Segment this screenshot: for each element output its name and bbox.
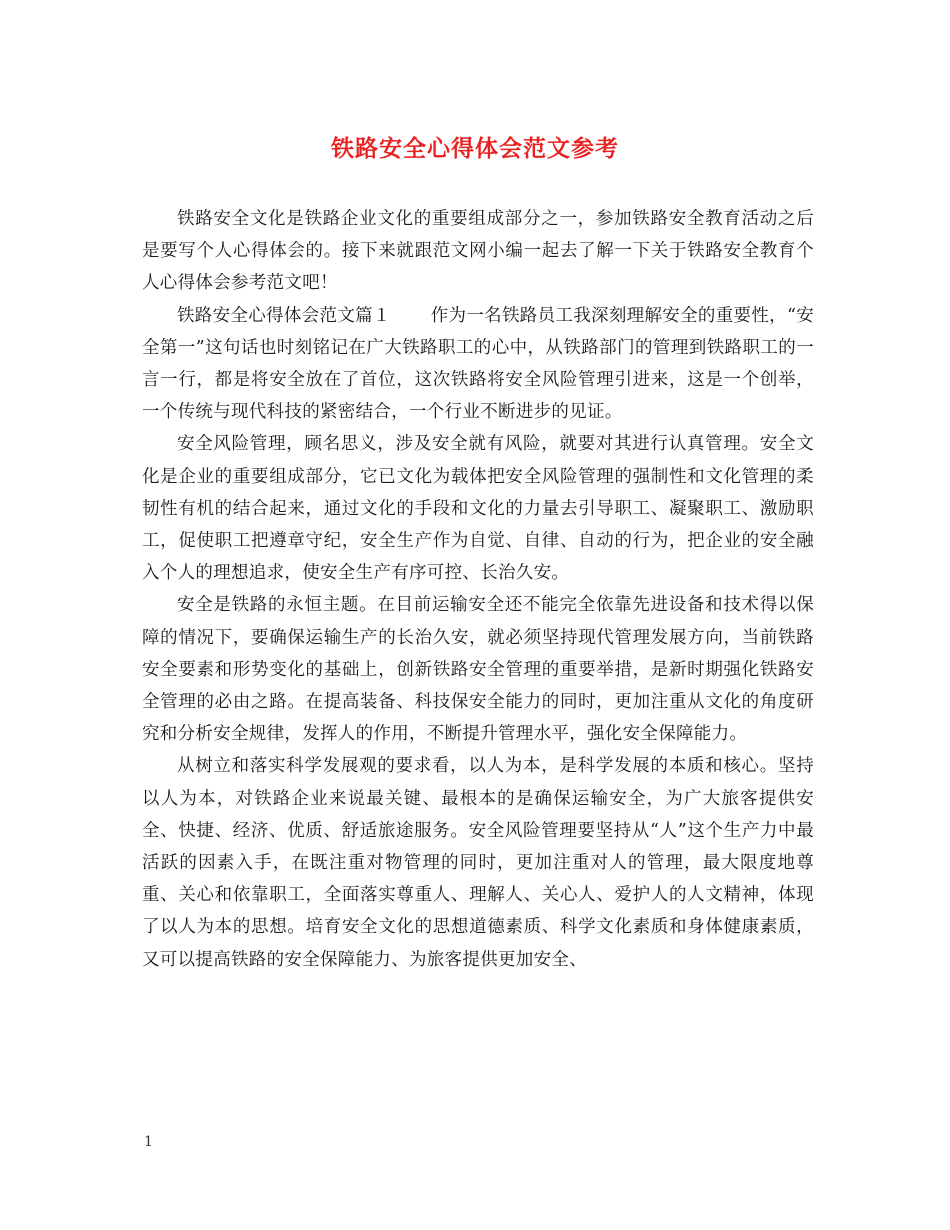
document-body <box>142 203 814 976</box>
paragraph-safety-theme: 安全是铁路的永恒主题。在目前运输安全还不能完全依靠先进设备和技术得以保障的情况下，要确保运输生产的长治久安，就必须坚持现代管理发展方向，当前铁路安全要素和形势变化的基础上，创新铁路安全管理的重要举措，是新时期强化铁路安全管理的必由之路。在提高装备、科技保安全能力的同时，更加注重从文化的角度研究和分析安全规律，发挥人的作用，不断提升管理水平，强化安全保障能力。 <box>142 595 814 745</box>
paragraph-people-oriented: 从树立和落实科学发展观的要求看，以人为本，是科学发展的本质和核心。坚持以人为本，对铁路企业来说最关键、最根本的是确保运输安全，为广大旅客提供安全、快捷、经济、优质、舒适旅途服务。安全风险管理要坚持从“人”这个生产力中最活跃的因素入手，在既注重对物管理的同时，更加注重对人的管理，最大限度地尊重、关心和依靠职工，全面落实尊重人、理解人、关心人、爱护人的人文精神，体现了以人为本的思想。培育安全文化的思想道德素质、科学文化素质和身体健康素质，又可以提高铁路的安全保障能力、为旅客提供更加安全、 <box>142 756 814 970</box>
section-intro: 作为一名铁路员工我深刻理解安全的重要性， <box>430 305 787 326</box>
paragraph-risk-management: 安全风险管理，顾名思义，涉及安全就有风险，就要对其进行认真管理。安全文化是企业的重要组成部分，它已文化为载体把安全风险管理的强制性和文化管理的柔韧性有机的结合起来，通过文化的手段和文化的力量去引导职工、凝聚职工、激励职工，促使职工把遵章守纪，安全生产作为自觉、自律、自动的行为，把企业的安全融入个人的理想追求，使安全生产有序可控、长治久安。 <box>142 434 814 584</box>
paragraph-section-1 <box>142 300 814 429</box>
section-heading: 铁路安全心得体会范文篇１ <box>177 305 391 326</box>
page-number: 1 <box>144 1134 153 1150</box>
section-body: “安全第一”这句话也时刻铭记在广大铁路职工的心中，从铁路部门的管理到铁路职工的一言一行，都是将安全放在了首位，这次铁路将安全风险管理引进来，这是一个创举，一个传统与现代科技的紧密结合，一个行业不断进步的见证。 <box>142 305 815 423</box>
paragraph-intro: 铁路安全文化是铁路企业文化的重要组成部分之一，参加铁路安全教育活动之后是要写个人心得体会的。接下来就跟范文网小编一起去了解一下关于铁路安全教育个人心得体会参考范文吧！ <box>142 209 814 294</box>
document-title: 铁路安全心得体会范文参考 <box>331 135 619 162</box>
